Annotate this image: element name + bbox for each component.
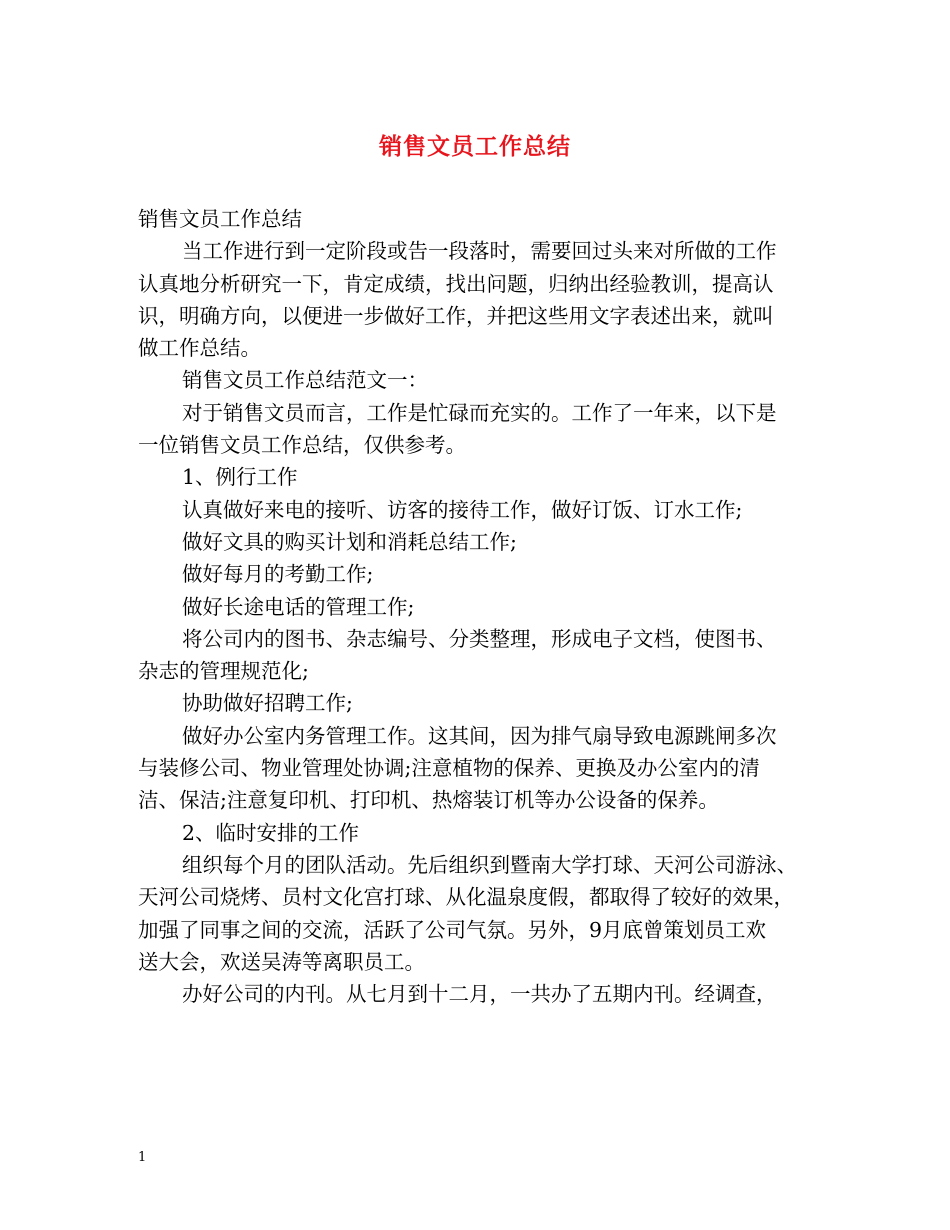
text-line: 洁、保洁;注意复印机、打印机、热熔装订机等办公设备的保养。 [138,788,719,813]
text-line: 认真地分析研究一下，肯定成绩，找出问题，归纳出经验教训，提高认 [138,271,774,296]
text-line: 做好办公室内务管理工作。这其间，因为排气扇导致电源跳闸多次 [182,723,777,748]
text-line: 做工作总结。 [138,336,261,361]
text-line: 当工作进行到一定阶段或告一段落时，需要回过头来对所做的工作 [182,239,777,264]
text-line: 2、临时安排的工作 [182,820,360,845]
text-line: 识，明确方向，以便进一步做好工作，并把这些用文字表述出来，就叫 [138,303,774,328]
text-line: 认真做好来电的接听、访客的接待工作，做好订饭、订水工作; [182,497,743,522]
text-line: 杂志的管理规范化; [138,659,309,684]
text-line: 协助做好招聘工作; [182,691,353,716]
text-line: 一位销售文员工作总结，仅供参考。 [138,433,466,458]
text-line: 将公司内的图书、杂志编号、分类整理，形成电子文档，使图书、 [182,626,777,651]
text-line: 送大会，欢送吴涛等离职员工。 [138,949,425,974]
text-line: 天河公司烧烤、员村文化宫打球、从化温泉度假，都取得了较好的效果， [138,885,794,910]
document-title: 销售文员工作总结 [379,133,571,160]
text-line: 组织每个月的团队活动。先后组织到暨南大学打球、天河公司游泳、 [182,852,797,877]
text-line: 做好长途电话的管理工作; [182,594,415,619]
text-line: 1、例行工作 [182,465,298,490]
text-line: 对于销售文员而言，工作是忙碌而充实的。工作了一年来，以下是 [182,400,777,425]
text-line: 与装修公司、物业管理处协调;注意植物的保养、更换及办公室内的清 [138,756,760,781]
document-body [138,203,818,1010]
page-number: 1 [138,1150,147,1165]
text-line: 加强了同事之间的交流，活跃了公司气氛。另外，9月底曾策划员工欢 [138,917,767,942]
text-line: 销售文员工作总结 [138,207,302,231]
text-line: 销售文员工作总结范文一： [182,368,428,393]
text-line: 做好文具的购买计划和消耗总结工作; [182,529,517,554]
text-line: 办好公司的内刊。从七月到十二月，一共办了五期内刊。经调查， [182,982,777,1007]
text-line: 做好每月的考勤工作; [182,562,374,587]
